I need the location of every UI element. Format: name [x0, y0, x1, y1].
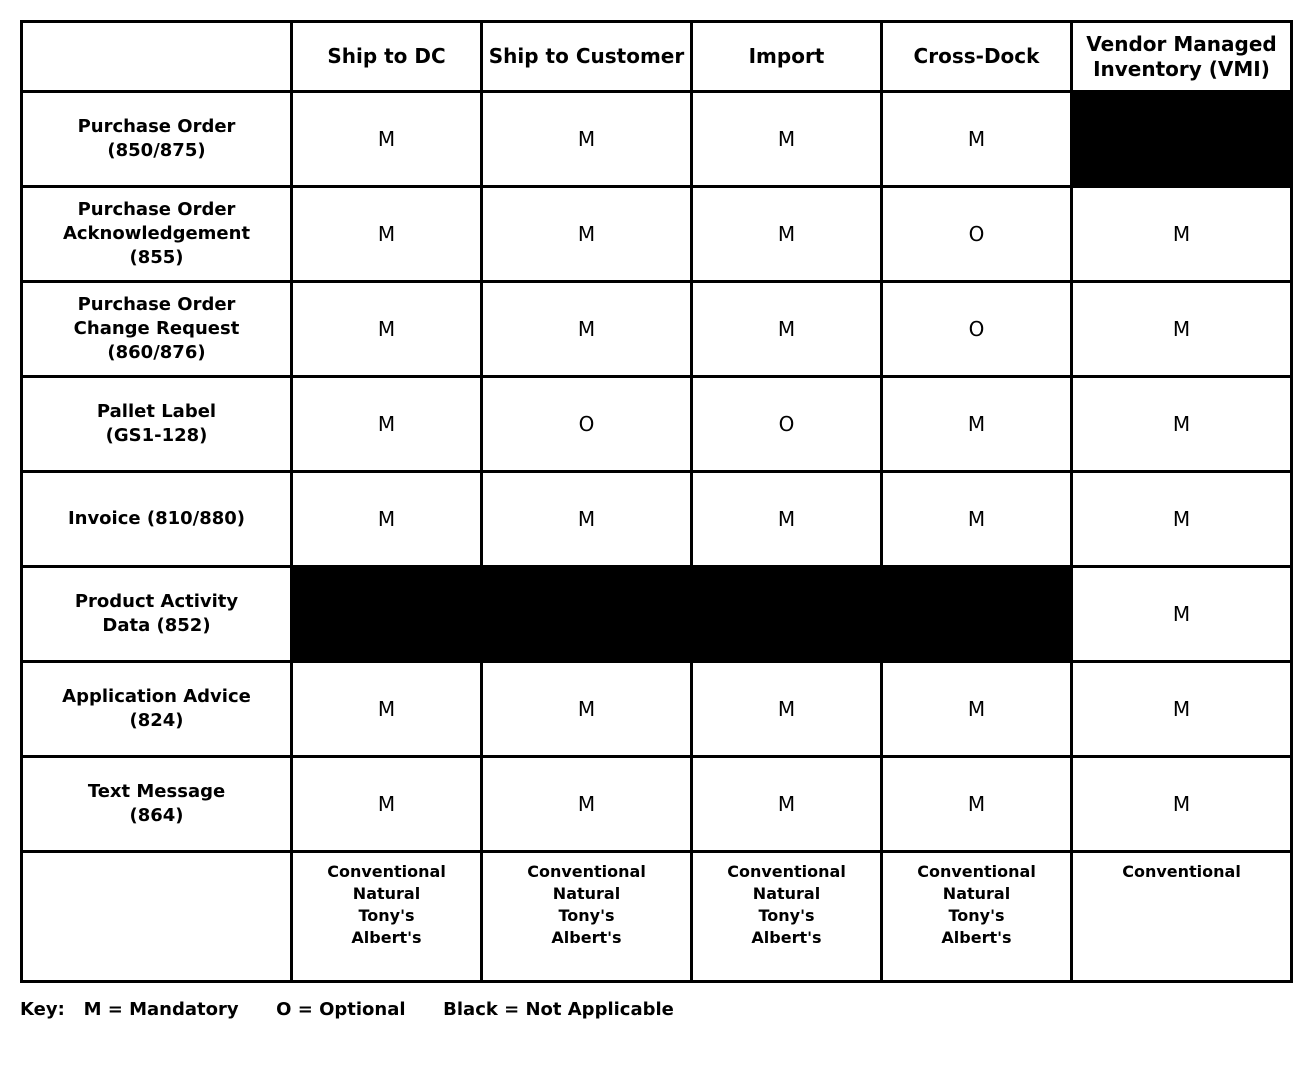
row-label: Purchase Order Change Request (860/876) [22, 282, 292, 377]
table-row [22, 187, 1292, 282]
requirement-cell-import: M [692, 92, 882, 187]
program-cell-import [692, 852, 882, 982]
program-cell-ship-to-customer [482, 852, 692, 982]
requirement-cell-ship-to-customer: M [482, 187, 692, 282]
requirement-cell-ship-to-dc: M [292, 282, 482, 377]
requirement-cell-vmi: M [1072, 282, 1292, 377]
program-name: Conventional [727, 862, 846, 881]
requirement-cell-cross-dock: M [882, 377, 1072, 472]
table-row [22, 377, 1292, 472]
table-row [22, 282, 1292, 377]
row-label: Pallet Label (GS1-128) [22, 377, 292, 472]
requirement-cell-import: M [692, 757, 882, 852]
requirement-cell-ship-to-dc: M [292, 92, 482, 187]
program-name: Tony's [948, 906, 1005, 925]
requirement-cell-cross-dock: O [882, 187, 1072, 282]
column-header-ship-to-dc: Ship to DC [292, 22, 482, 92]
program-name: Conventional [327, 862, 446, 881]
program-name: Tony's [358, 906, 415, 925]
requirement-cell-ship-to-customer: M [482, 92, 692, 187]
requirement-cell-cross-dock: O [882, 282, 1072, 377]
requirement-cell-import: M [692, 472, 882, 567]
requirement-cell-import: M [692, 187, 882, 282]
requirement-cell-ship-to-dc: M [292, 187, 482, 282]
legend-key: Key: M = Mandatory O = Optional Black = Not Applicable [20, 999, 674, 1020]
requirement-cell-ship-to-customer: O [482, 377, 692, 472]
program-row-label [22, 852, 292, 982]
program-cell-ship-to-dc [292, 852, 482, 982]
corner-cell [22, 22, 292, 92]
requirement-cell-ship-to-customer: M [482, 472, 692, 567]
requirement-cell-vmi: M [1072, 662, 1292, 757]
table-row [22, 472, 1292, 567]
requirement-cell-cross-dock: M [882, 757, 1072, 852]
requirement-cell-ship-to-dc: M [292, 377, 482, 472]
requirement-cell-ship-to-dc: M [292, 662, 482, 757]
requirement-cell-cross-dock: M [882, 92, 1072, 187]
program-name: Natural [352, 884, 421, 903]
requirement-cell-import: M [692, 662, 882, 757]
requirement-cell-ship-to-dc: M [292, 472, 482, 567]
column-header-vmi-line-1: Vendor Managed [1086, 31, 1277, 56]
program-name: Natural [942, 884, 1011, 903]
column-header-cross-dock: Cross-Dock [882, 22, 1072, 92]
program-name: Albert's [551, 928, 622, 947]
column-header-import: Import [692, 22, 882, 92]
program-cell-vmi [1072, 852, 1292, 982]
row-label: Application Advice (824) [22, 662, 292, 757]
column-header-ship-to-customer: Ship to Customer [482, 22, 692, 92]
edi-requirements-table [20, 20, 1293, 983]
requirement-cell-import: O [692, 377, 882, 472]
table-row [22, 92, 1292, 187]
program-name: Tony's [558, 906, 615, 925]
not-applicable-cell [1072, 92, 1292, 187]
table-row [22, 757, 1292, 852]
program-cell-cross-dock [882, 852, 1072, 982]
column-header-vmi [1072, 22, 1292, 92]
requirement-cell-ship-to-dc: M [292, 757, 482, 852]
table-row [22, 567, 1292, 662]
program-row [22, 852, 1292, 982]
requirement-cell-vmi: M [1072, 757, 1292, 852]
program-name: Natural [552, 884, 621, 903]
program-name: Tony's [758, 906, 815, 925]
header-row [22, 22, 1292, 92]
requirement-cell-vmi: M [1072, 187, 1292, 282]
program-name: Natural [752, 884, 821, 903]
program-name: Albert's [941, 928, 1012, 947]
row-label: Purchase Order (850/875) [22, 92, 292, 187]
row-label: Purchase Order Acknowledgement (855) [22, 187, 292, 282]
requirement-cell-ship-to-customer: M [482, 662, 692, 757]
program-name: Albert's [351, 928, 422, 947]
requirement-cell-cross-dock: M [882, 662, 1072, 757]
requirement-cell-ship-to-customer: M [482, 757, 692, 852]
row-label: Invoice (810/880) [22, 472, 292, 567]
program-name: Albert's [751, 928, 822, 947]
requirement-cell-import: M [692, 282, 882, 377]
table-row [22, 662, 1292, 757]
not-applicable-cell [292, 567, 1072, 662]
requirement-cell-vmi: M [1072, 377, 1292, 472]
column-header-vmi-line-2: Inventory (VMI) [1093, 56, 1270, 81]
requirement-cell-vmi: M [1072, 567, 1292, 662]
row-label: Text Message (864) [22, 757, 292, 852]
program-name: Conventional [917, 862, 1036, 881]
program-name: Conventional [527, 862, 646, 881]
requirement-cell-ship-to-customer: M [482, 282, 692, 377]
row-label: Product Activity Data (852) [22, 567, 292, 662]
requirement-cell-vmi: M [1072, 472, 1292, 567]
requirement-cell-cross-dock: M [882, 472, 1072, 567]
program-name: Conventional [1122, 862, 1241, 881]
